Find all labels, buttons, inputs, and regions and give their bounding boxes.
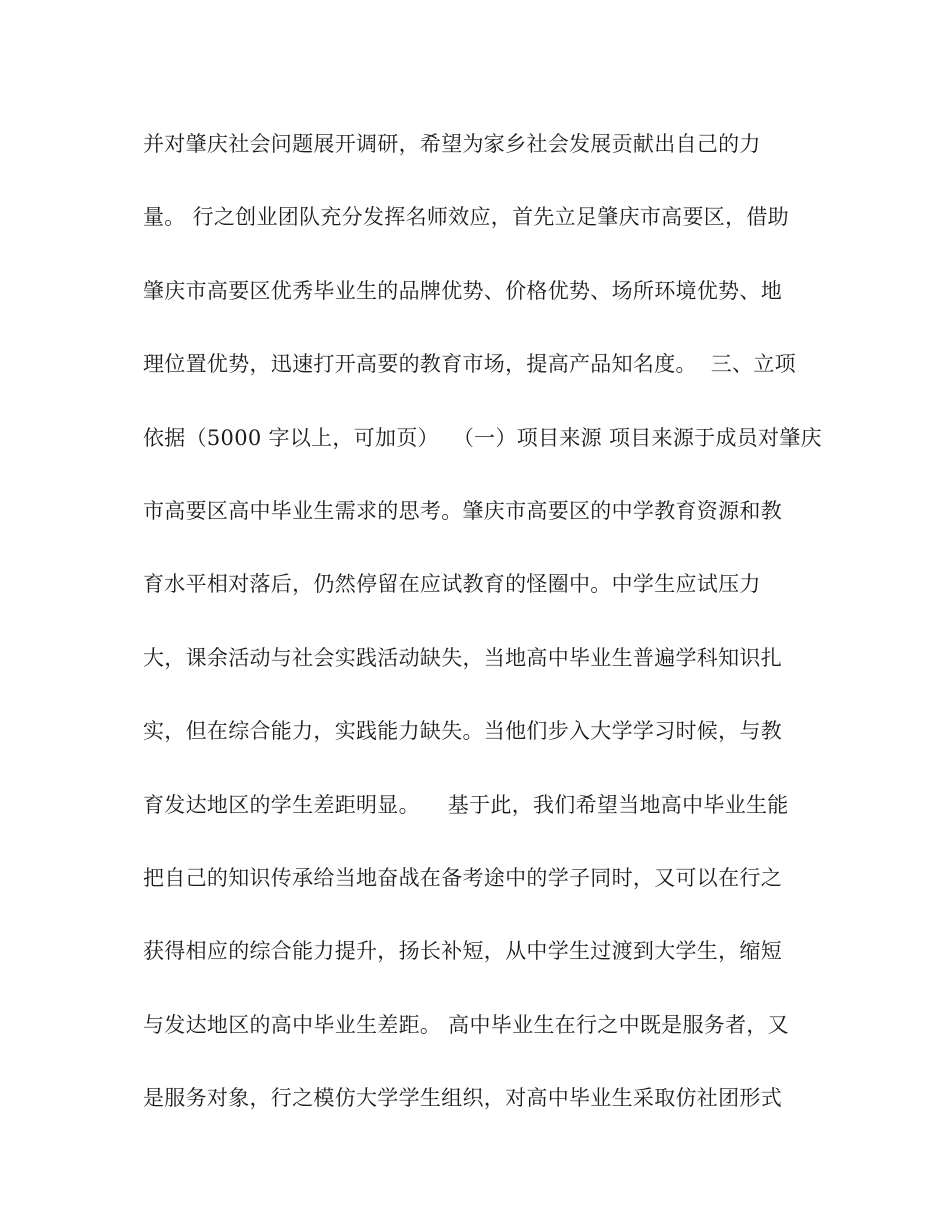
text-line: 理位置优势，迅速打开高要的教育市场，提高产品知名度。 三、立项: [143, 352, 796, 377]
text-line: 育发达地区的学生差距明显。 基于此，我们希望当地高中毕业生能: [143, 792, 789, 817]
text-line: 肇庆市高要区优秀毕业生的品牌优势、价格优势、场所环境优势、地: [143, 278, 782, 303]
text-line: 依据（5000 字以上，可加页） （一）项目来源 项目来源于成员对肇庆: [143, 425, 822, 450]
body-text: [143, 124, 823, 1151]
text-line: 是服务对象，行之模仿大学学生组织，对高中毕业生采取仿社团形式: [143, 1086, 782, 1111]
text-line: 市高要区高中毕业生需求的思考。肇庆市高要区的中学教育资源和教: [143, 498, 782, 523]
text-line: 并对肇庆社会问题展开调研，希望为家乡社会发展贡献出自己的力: [143, 132, 761, 156]
text-line: 与发达地区的高中毕业生差距。 高中毕业生在行之中既是服务者，又: [143, 1012, 789, 1037]
text-line: 获得相应的综合能力提升，扬长补短，从中学生过渡到大学生，缩短: [143, 939, 782, 964]
text-line: 实，但在综合能力，实践能力缺失。当他们步入大学学习时候，与教: [143, 719, 782, 744]
text-line: 育水平相对落后，仍然停留在应试教育的怪圈中。中学生应试压力: [143, 572, 761, 597]
text-line: 把自己的知识传承给当地奋战在备考途中的学子同时，又可以在行之: [143, 865, 782, 890]
text-line: 量。 行之创业团队充分发挥名师效应，首先立足肇庆市高要区，借助: [143, 205, 789, 230]
text-line: 大，课余活动与社会实践活动缺失，当地高中毕业生普遍学科知识扎: [143, 645, 782, 670]
